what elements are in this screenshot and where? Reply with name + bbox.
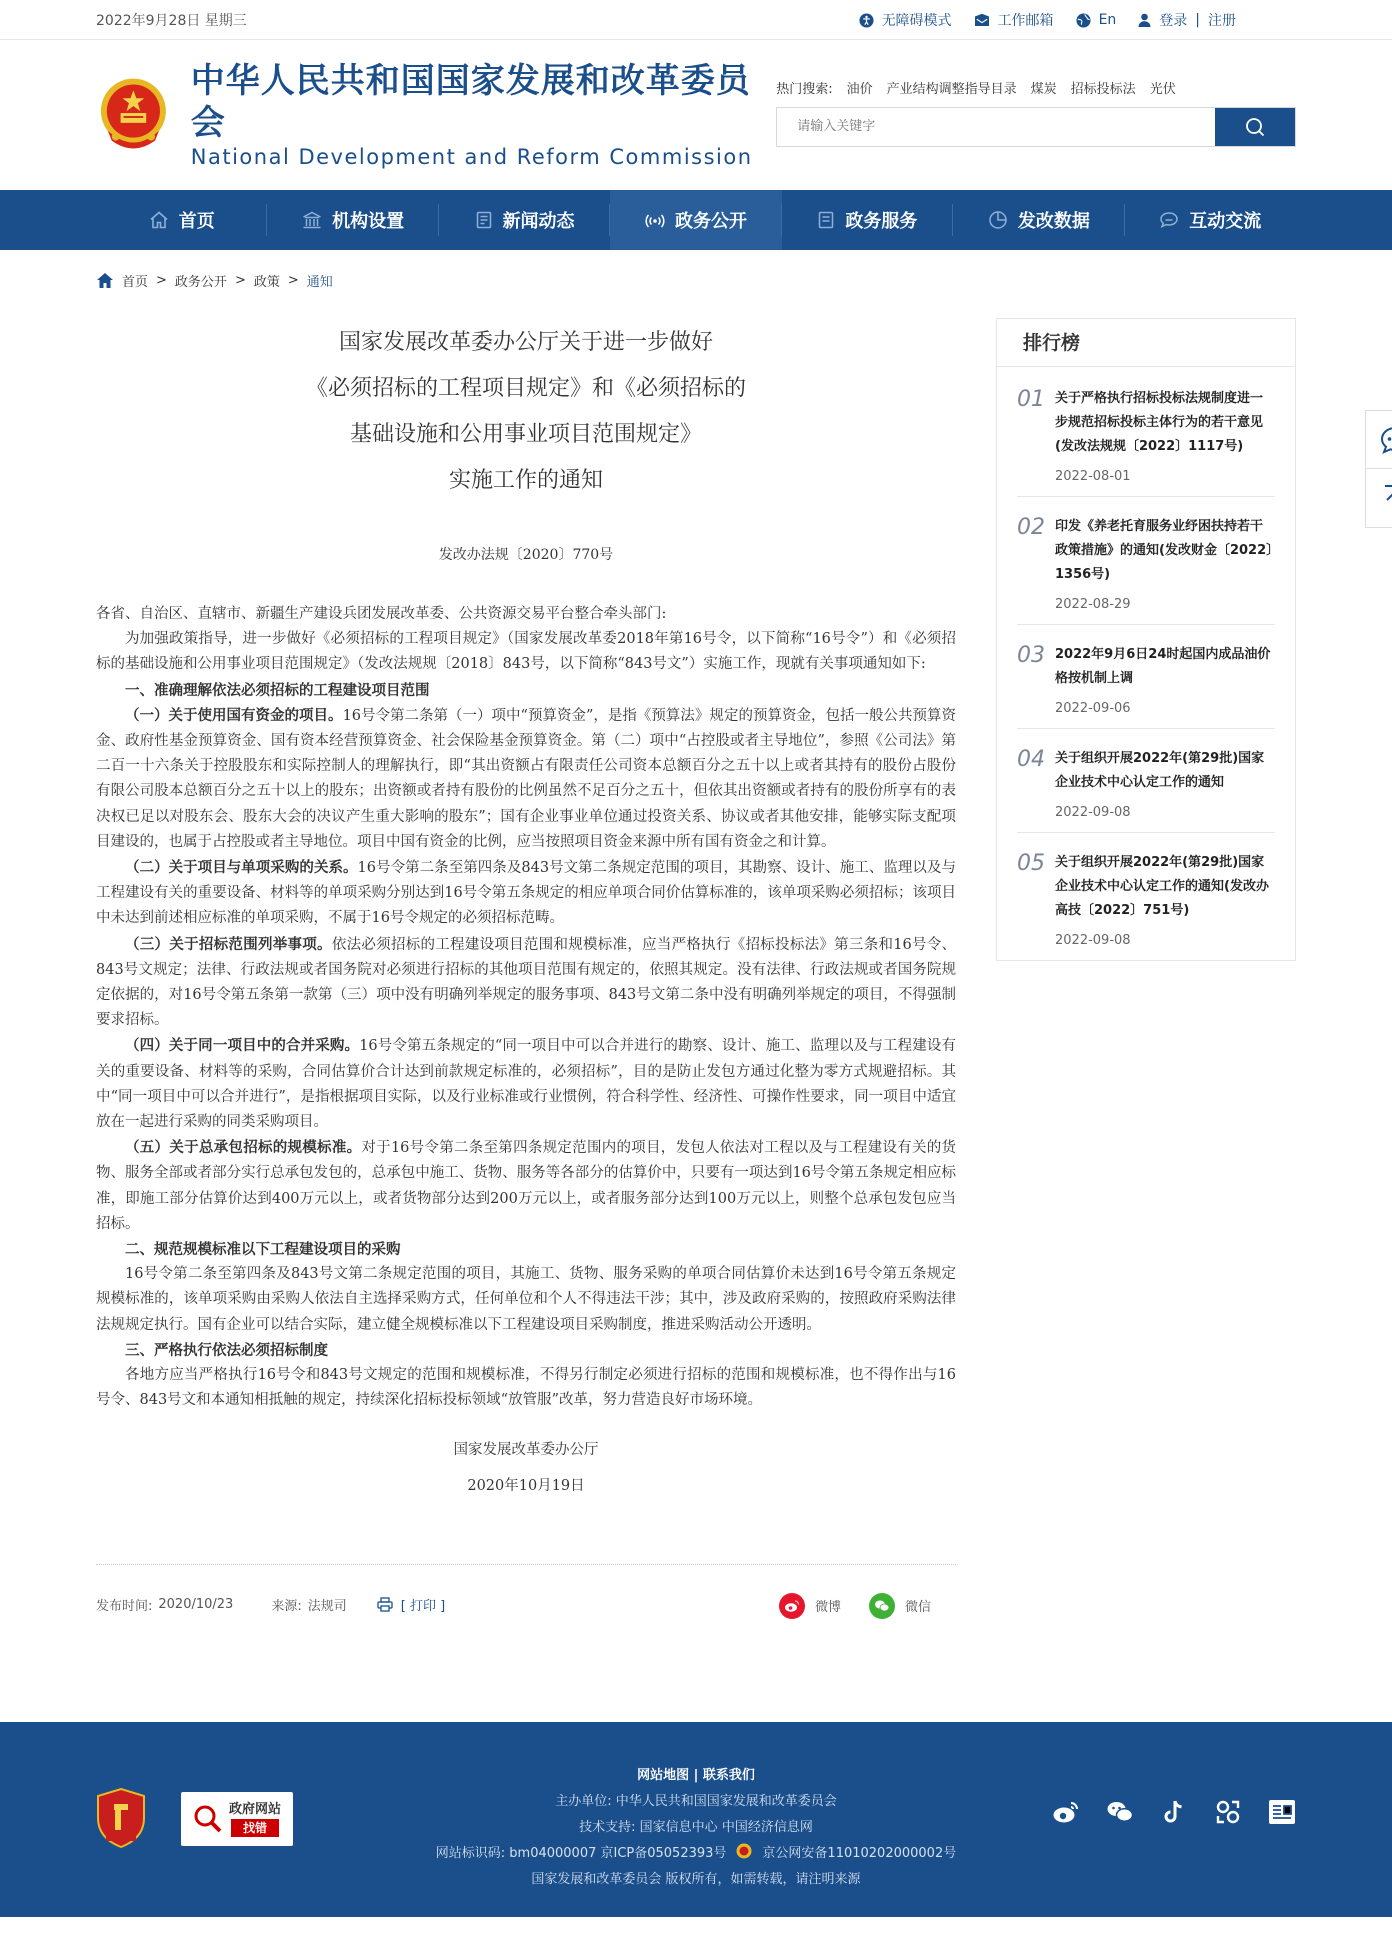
toutiao-icon	[1268, 1799, 1296, 1825]
site-name-cn: 中华人民共和国国家发展和改革委员会	[190, 61, 751, 143]
globe-icon	[1076, 13, 1091, 28]
article-title	[96, 320, 956, 504]
accessibility-label: 无障碍模式	[881, 13, 952, 29]
ranking-item-date: 2022-09-08	[1055, 933, 1131, 948]
ranking-number: 03	[1017, 643, 1045, 668]
footer-site-ids: 网站标识码: bm04000007 京ICP备05052393号	[435, 1845, 727, 1861]
article-title-line: 国家发展改革委办公厅关于进一步做好	[338, 330, 713, 355]
register-link[interactable]: 注册	[1208, 13, 1236, 29]
share-weibo[interactable]	[779, 1593, 841, 1619]
national-emblem-icon	[96, 75, 171, 155]
nav-data[interactable]	[953, 190, 1124, 250]
nav-label: 发改数据	[1017, 211, 1090, 232]
user-icon	[1138, 13, 1151, 27]
article-title-line: 《必须招标的工程项目规定》和《必须招标的	[305, 376, 746, 401]
nav-label: 机构设置	[332, 211, 405, 232]
paragraph-lead: （四）关于同一项目中的合并采购。	[125, 1037, 360, 1055]
building-icon	[302, 211, 322, 229]
site-logo[interactable]	[96, 60, 776, 170]
contact-link[interactable]: 联系我们	[702, 1767, 755, 1783]
home-icon	[96, 272, 114, 289]
hot-search-term[interactable]: 产业结构调整指导目录	[886, 81, 1017, 97]
english-label: En	[1098, 12, 1117, 28]
share-wechat[interactable]	[869, 1593, 931, 1619]
paragraph	[96, 1135, 956, 1237]
footer-social-icons	[1052, 1798, 1296, 1826]
sitemap-link[interactable]: 网站地图	[637, 1767, 690, 1783]
signer: 国家发展改革委办公厅	[453, 1441, 599, 1458]
breadcrumb-separator: >	[234, 272, 246, 288]
ranking-item-title: 2022年9月6日24时起国内成品油价格按机制上调	[1055, 647, 1271, 686]
section-heading: 二、规范规模标准以下工程建设项目的采购	[125, 1241, 401, 1259]
nav-news[interactable]	[439, 190, 610, 250]
footer-toutiao-link[interactable]	[1268, 1798, 1296, 1826]
intro-paragraph: 为加强政策指导，进一步做好《必须招标的工程项目规定》（国家发展改革委2018年第16号令，以下简称“16号令”）和《必须招标的基础设施和公用事业项目范围规定》（发改法规规〔2018〕843号，以下简称“843号文”）实施工作，现就有关事项通知如下:	[96, 631, 956, 673]
paragraph-text: 16号令第五条规定的“同一项目中可以合并进行的勘察、设计、施工、监理以及与工程建设有关的重要设备、材料等的采购，合同估算价合计达到前款规定标准的，必须招标”，目的是防止发包方通过化整为零方式规避招标。其中“同一项目中可以合并进行”，是指根据项目实际，以及行业标准或行业惯例，符合科学性、经济性、可操作性要求，同一项目中适宜放在一起进行采购的同类采购项目。	[96, 1038, 956, 1131]
mail-icon	[974, 13, 990, 27]
paragraph	[96, 703, 956, 855]
nav-label: 政务公开	[674, 211, 747, 232]
home-icon	[149, 211, 169, 229]
floating-toolbar	[1365, 410, 1392, 528]
online-message-button[interactable]	[1366, 411, 1392, 469]
paragraph-text: 依法必须招标的工程建设项目范围和规模标准，应当严格执行《招标投标法》第三条和16号令、843号文规定；法律、行政法规或者国务院对必须进行招标的其他项目范围有规定的，依照其规定。没有法律、行政法规或者国务院规定依据的，对16号令第五条第一款第（三）项中没有明确列举规定的服务事项、843号文第二条中没有明确列举规定的项目，不得强制要求招标。	[96, 936, 957, 1029]
footer-weibo-link[interactable]	[1052, 1798, 1080, 1826]
paragraph: 各地方应当严格执行16号令和843号文规定的范围和规模标准，不得另行制定必须进行招标的范围和规模标准，也不得作出与16号令、843号文和本通知相抵触的规定，持续深化招标投标领域“放管服”改革，努力营造良好市场环境。	[96, 1367, 956, 1409]
error-report-sub: 找错	[231, 1819, 279, 1837]
ranking-item[interactable]	[1017, 381, 1275, 497]
nav-label: 政务服务	[845, 211, 918, 232]
ranking-number: 04	[1017, 747, 1045, 772]
nav-home[interactable]	[96, 190, 267, 250]
ranking-item-title: 印发《养老托育服务业纾困扶持若干政策措施》的通知(发改财金〔2022〕1356号)	[1055, 519, 1273, 582]
source-label: 来源:	[271, 1598, 302, 1614]
salutation: 各省、自治区、直辖市、新疆生产建设兵团发展改革委、公共资源交易平台整合牵头部门:	[96, 606, 667, 622]
nav-label: 互动交流	[1189, 211, 1262, 232]
source-value: 法规司	[307, 1598, 347, 1614]
ranking-item-date: 2022-09-06	[1055, 701, 1131, 716]
footer-app-link[interactable]	[1214, 1798, 1242, 1826]
footer-douyin-link[interactable]	[1160, 1798, 1188, 1826]
nav-government-affairs[interactable]	[610, 190, 781, 250]
back-to-top-button[interactable]	[1366, 469, 1392, 527]
hot-search-term[interactable]: 油价	[846, 81, 873, 97]
paragraph-lead: （一）关于使用国有资金的项目。	[125, 706, 343, 724]
arrow-up-icon	[1383, 484, 1392, 512]
paragraph-text: 对于16号令第二条至第四条规定范围内的项目，发包人依法对工程以及与工程建设有关的货物、服务全部或者部分实行总承包发包的，总承包中施工、货物、服务等各部分的估算价中，只要有一项达到16号令第五条规定相应标准，即施工部分估算价达到400万元以上，或者货物部分达到200万元以上，或者服务部分达到100万元以上，则整个总承包发包应当招标。	[96, 1140, 957, 1232]
site-footer	[0, 1722, 1392, 1917]
ranking-item[interactable]	[1017, 637, 1275, 729]
sign-date: 2020年10月19日	[467, 1477, 585, 1494]
nav-interaction[interactable]	[1125, 190, 1296, 250]
footer-police-record: 京公网安备11010202000002号	[762, 1845, 957, 1861]
accessibility-icon	[859, 13, 874, 28]
nav-label: 首页	[178, 211, 215, 232]
publish-label: 发布时间:	[96, 1598, 153, 1614]
police-badge-icon	[736, 1843, 752, 1859]
paragraph	[96, 932, 956, 1034]
publish-date: 2020/10/23	[158, 1596, 234, 1612]
breadcrumb-separator: >	[156, 272, 167, 288]
print-link[interactable]	[377, 1595, 445, 1614]
printer-icon	[377, 1597, 393, 1612]
work-email-link[interactable]	[974, 10, 1054, 30]
chat-icon	[1159, 211, 1179, 229]
hot-search-label: 热门搜索:	[776, 81, 833, 97]
paragraph-lead: （三）关于招标范围列举事项。	[125, 935, 332, 953]
main-nav	[0, 190, 1392, 250]
site-header	[0, 40, 1392, 190]
signature	[96, 1432, 956, 1504]
ranking-item[interactable]	[1017, 845, 1275, 960]
footer-tech-support: 技术支持: 国家信息中心 中国经济信息网	[579, 1819, 813, 1835]
ranking-item-title: 关于组织开展2022年(第29批)国家企业技术中心认定工作的通知(发改办高技〔2022〕751号)	[1055, 855, 1269, 918]
footer-links	[96, 1764, 1296, 1783]
article-body	[96, 602, 956, 1414]
search-area	[776, 78, 1296, 147]
accessibility-mode-link[interactable]	[859, 10, 952, 30]
paragraph-text: 16号令第二条第（一）项中“预算资金”，是指《预算法》规定的预算资金，包括一般公共预算资金、政府性基金预算资金、国有资本经营预算资金、社会保险基金预算资金。第（二）项中“占控股或者主导地位”，参照《公司法》第二百一十六条关于控股股东和实际控制人的理解执行，即“其出资额占有限责任公司资本总额百分之五十以上或者其持有的股份占股份有限公司股本总额百分之五十以上的股东；出资额或者持有股份的比例虽然不足百分之五十，但依其出资额或者持有的股份所享有的表决权已足以对股东会、股东大会的决议产生重大影响的股东”；国有企业事业单位通过投资关系、协议或者其他安排，能够实际支配项目建设的，也属于占控股或者主导地位。项目中国有资金的比例，应当按照项目资金来源中所有国有资金之和计算。	[96, 707, 956, 850]
section-heading: 一、准确理解依法必须招标的工程建设项目范围	[125, 681, 430, 699]
work-email-label: 工作邮箱	[997, 13, 1054, 29]
nav-services[interactable]	[782, 190, 953, 250]
paragraph	[96, 1033, 956, 1135]
breadcrumb-policy[interactable]: 政策	[253, 274, 280, 290]
login-divider: |	[1195, 12, 1200, 28]
ranking-item-date: 2022-08-01	[1055, 469, 1131, 484]
ranking-number: 01	[1017, 387, 1045, 412]
article-meta	[96, 1564, 956, 1644]
ranking-title: 排行榜	[997, 319, 1295, 367]
ranking-item[interactable]	[1017, 509, 1275, 625]
wechat-icon	[869, 1593, 895, 1619]
search-input[interactable]	[777, 108, 1215, 146]
news-icon	[475, 211, 493, 229]
english-link[interactable]	[1076, 12, 1117, 28]
footer-copyright: 国家发展和改革委员会 版权所有，如需转载，请注明来源	[531, 1871, 861, 1887]
paragraph-lead: （二）关于项目与单项采购的关系。	[125, 859, 358, 877]
search-box	[776, 107, 1296, 147]
error-report-title: 政府网站	[228, 1801, 281, 1817]
login-link[interactable]: 登录	[1159, 13, 1188, 29]
article-title-line: 实施工作的通知	[448, 468, 603, 493]
paragraph-text: 16号令第二条至第四条及843号文第二条规定范围的项目，其勘察、设计、施工、监理以及与工程建设有关的重要设备、材料等的单项采购分别达到16号令第五条规定的相应单项合同价估算标准的，该单项采购必须招标；该项目中未达到前述相应标准的单项采购，不属于16号令规定的必须招标范畴。	[96, 860, 956, 927]
hot-search	[776, 78, 1296, 97]
footer-divider: |	[693, 1767, 703, 1783]
current-date: 2022年9月28日 星期三	[96, 13, 247, 29]
share-bar	[779, 1593, 931, 1619]
article-title-line: 基础设施和公用事业项目范围规定》	[349, 422, 702, 447]
hot-search-term[interactable]: 招标投标法	[1070, 81, 1136, 97]
article	[96, 310, 956, 1644]
ranking-sidebar	[996, 318, 1296, 961]
share-weibo-label: 微博	[814, 1600, 841, 1615]
print-label: [ 打印 ]	[400, 1598, 446, 1614]
hot-search-term[interactable]: 光伏	[1149, 81, 1176, 97]
nav-label: 新闻动态	[502, 211, 575, 232]
search-icon	[1245, 117, 1265, 137]
site-name-en: National Development and Reform Commission	[190, 145, 753, 169]
douyin-icon	[1162, 1799, 1186, 1825]
hot-search-term[interactable]: 煤炭	[1030, 81, 1057, 97]
ranking-item[interactable]	[1017, 741, 1275, 833]
ranking-item-date: 2022-09-08	[1055, 805, 1131, 820]
search-button[interactable]	[1215, 108, 1295, 146]
section-heading: 三、严格执行依法必须招标制度	[125, 1341, 328, 1359]
paragraph-lead: （五）关于总承包招标的规模标准。	[125, 1139, 362, 1157]
ranking-item-date: 2022-08-29	[1055, 597, 1131, 612]
ranking-item-title: 关于组织开展2022年(第29批)国家企业技术中心认定工作的通知	[1055, 751, 1265, 790]
footer-host: 主办单位: 中华人民共和国国家发展和改革委员会	[555, 1793, 837, 1809]
weibo-icon	[1052, 1800, 1080, 1824]
paragraph	[96, 855, 956, 932]
login-area	[1138, 10, 1236, 30]
weibo-icon	[779, 1593, 805, 1619]
nav-organization[interactable]	[267, 190, 438, 250]
footer-ids	[96, 1842, 1296, 1861]
breadcrumb	[96, 250, 1296, 310]
pie-chart-icon	[988, 210, 1008, 230]
ranking-number: 05	[1017, 851, 1045, 876]
breadcrumb-separator: >	[287, 272, 299, 288]
app-icon	[1215, 1799, 1241, 1825]
footer-wechat-link[interactable]	[1106, 1798, 1134, 1826]
breadcrumb-government-affairs[interactable]: 政务公开	[174, 274, 227, 290]
breadcrumb-home[interactable]: 首页	[122, 274, 149, 290]
ranking-number: 02	[1017, 515, 1045, 540]
top-bar	[0, 0, 1392, 40]
share-wechat-label: 微信	[904, 1600, 931, 1615]
wechat-icon	[1106, 1800, 1134, 1824]
paragraph: 16号令第二条至第四条及843号文第二条规定范围的项目，其施工、货物、服务采购的单项合同估算价未达到16号令第五条规定规模标准的，该单项采购由采购人依法自主选择采购方式，任何单位和个人不得违法干涉；其中，涉及政府采购的，按照政府采购法律法规规定执行。国有企业可以结合实际，建立健全规模标准以下工程建设项目采购制度，推进采购活动公开透明。	[96, 1266, 956, 1333]
breadcrumb-notice[interactable]: 通知	[306, 274, 333, 290]
ranking-item-title: 关于严格执行招标投标法规制度进一步规范招标投标主体行为的若干意见(发改法规规〔2022〕1117号)	[1055, 391, 1264, 454]
service-icon	[817, 211, 835, 229]
broadcast-icon	[645, 211, 665, 229]
message-icon	[1380, 426, 1392, 454]
document-number: 发改办法规〔2020〕770号	[438, 547, 614, 563]
